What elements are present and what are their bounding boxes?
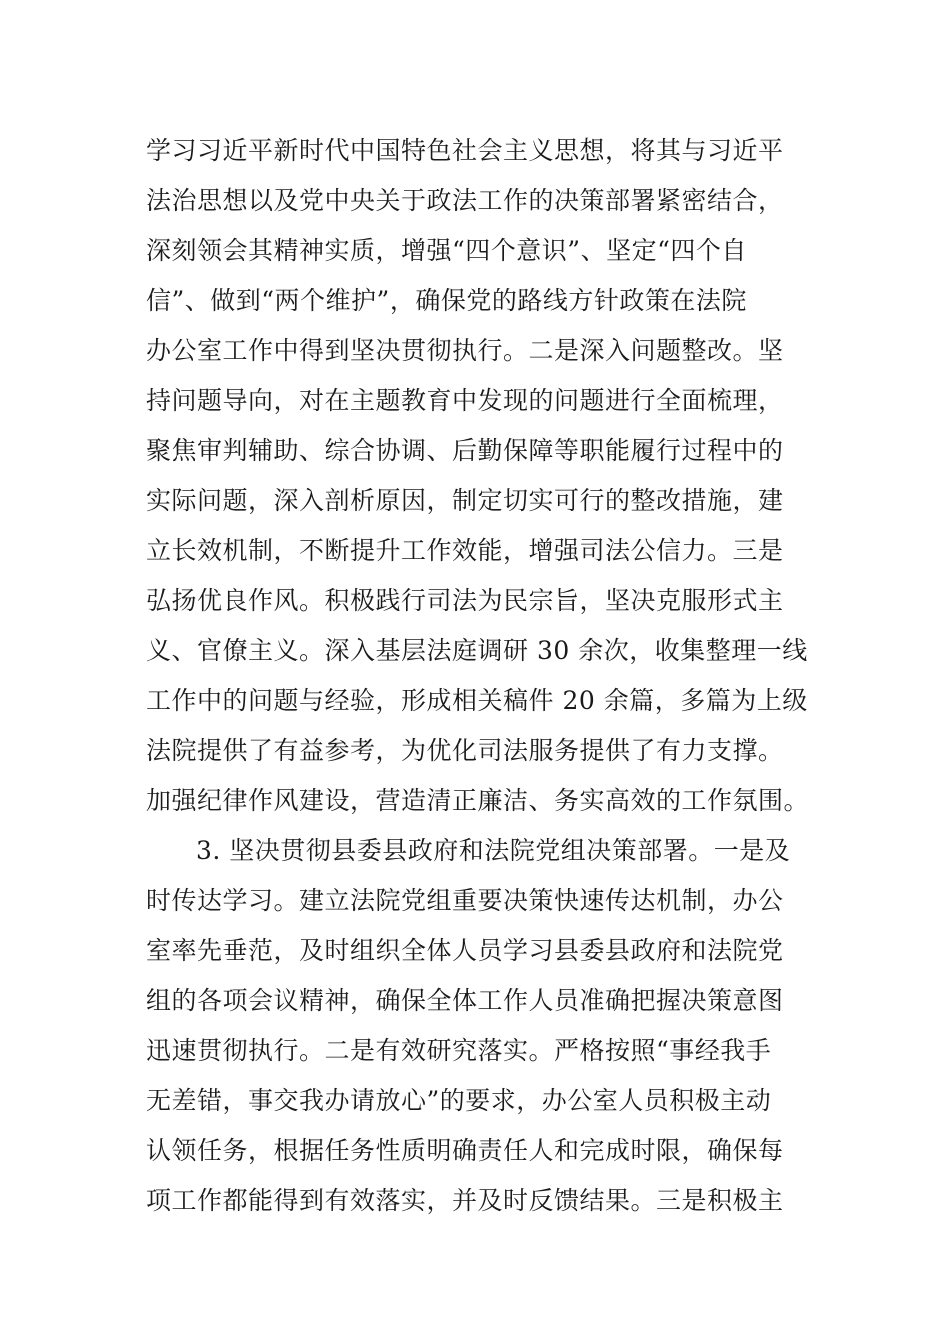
text-line: 深刻领会其精神实质，增强“四个意识”、坚定“四个自 (146, 236, 747, 265)
text-line: 项工作都能得到有效落实，并及时反馈结果。三是积极主 (146, 1186, 784, 1215)
text-line: 法治思想以及党中央关于政法工作的决策部署紧密结合， (146, 186, 784, 215)
text-line: 组的各项会议精神，确保全体工作人员准确把握决策意图 (146, 986, 784, 1015)
text-line: 工作中的问题与经验，形成相关稿件 20 余篇，多篇为上级 (146, 686, 808, 715)
text-line: 认领任务，根据任务性质明确责任人和完成时限，确保每 (146, 1136, 784, 1165)
text-line: 义、官僚主义。深入基层法庭调研 30 余次，收集整理一线 (146, 636, 808, 665)
text-line: 立长效机制，不断提升工作效能，增强司法公信力。三是 (146, 536, 784, 565)
text-line: 实际问题，深入剖析原因，制定切实可行的整改措施，建 (146, 486, 784, 515)
text-line: 信”、做到“两个维护”，确保党的路线方针政策在法院 (146, 286, 747, 315)
text-line: 办公室工作中得到坚决贯彻执行。二是深入问题整改。坚 (146, 336, 784, 365)
text-line: 学习习近平新时代中国特色社会主义思想，将其与习近平 (146, 136, 784, 165)
text-line: 迅速贯彻执行。二是有效研究落实。严格按照“事经我手 (146, 1036, 772, 1065)
text-line: 室率先垂范，及时组织全体人员学习县委县政府和法院党 (146, 936, 784, 965)
section-heading-line: 3. 坚决贯彻县委县政府和法院党组决策部署。一是及 (196, 836, 791, 865)
document-body (146, 126, 816, 1226)
text-line: 法院提供了有益参考，为优化司法服务提供了有力支撑。 (146, 736, 784, 765)
text-line: 聚焦审判辅助、综合协调、后勤保障等职能履行过程中的 (146, 436, 784, 465)
text-line: 无差错，事交我办请放心”的要求，办公室人员积极主动 (146, 1086, 772, 1115)
text-line: 加强纪律作风建设，营造清正廉洁、务实高效的工作氛围。 (146, 786, 810, 815)
text-line: 持问题导向，对在主题教育中发现的问题进行全面梳理， (146, 386, 784, 415)
text-line: 弘扬优良作风。积极践行司法为民宗旨，坚决克服形式主 (146, 586, 784, 615)
text-line: 时传达学习。建立法院党组重要决策快速传达机制，办公 (146, 886, 784, 915)
